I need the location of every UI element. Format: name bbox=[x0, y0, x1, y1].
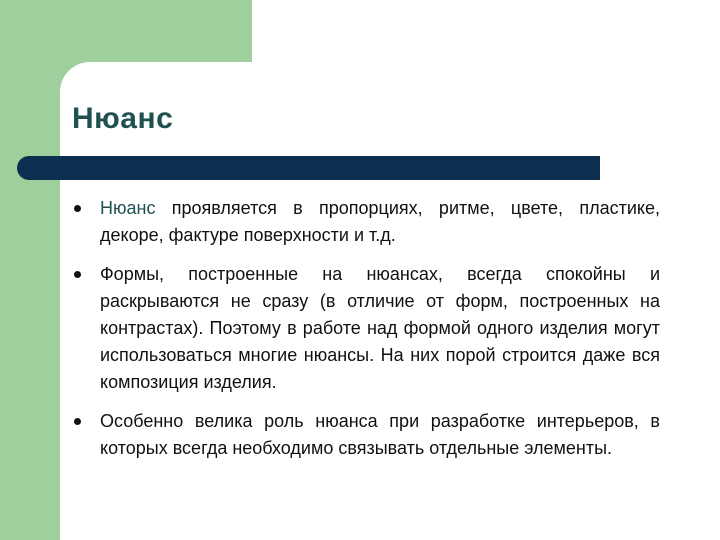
bullet-dot-icon bbox=[74, 418, 81, 425]
list-item bbox=[72, 408, 660, 462]
bullet-text: Особенно велика роль нюанса при разработке интерьеров, в которых всегда необходимо связывать отдельные элементы. bbox=[100, 411, 660, 458]
decor-green-left bbox=[0, 0, 60, 540]
bullet-text: Формы, построенные на нюансах, всегда спокойны и раскрываются не сразу (в отличие от форм, построенных на контрастах). Поэтому в работе над формой одного изделия могут использоваться многие нюансы. На них порой строится даже вся композиция изделия. bbox=[100, 264, 660, 392]
bullet-dot-icon bbox=[74, 271, 81, 278]
bullet-text: проявляется в пропорциях, ритме, цвете, пластике, декоре, фактуре поверхности и т.д. bbox=[100, 198, 660, 245]
slide-title: Нюанс bbox=[72, 102, 174, 135]
bullet-dot-icon bbox=[74, 205, 81, 212]
list-item bbox=[72, 261, 660, 396]
decor-corner bbox=[60, 62, 90, 92]
title-underline-bar bbox=[17, 156, 600, 180]
highlight-term: Нюанс bbox=[100, 198, 156, 218]
list-item bbox=[72, 195, 660, 249]
bullet-list bbox=[72, 195, 660, 474]
